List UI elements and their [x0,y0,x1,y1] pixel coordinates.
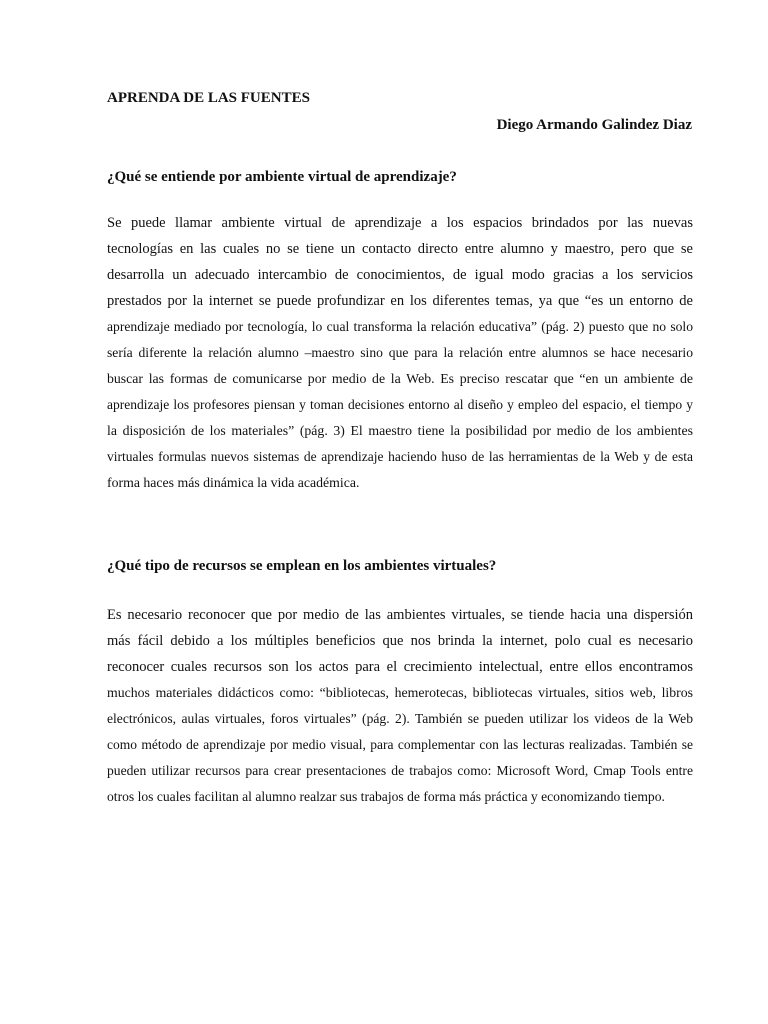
paragraph-line: aprendizaje mediado por tecnología, lo cual transforma la relación educativa” (pág. 2) puesto que no solo [107,319,693,334]
paragraph-line: más fácil debido a los múltiples beneficios que nos brinda la internet, polo cual es necesario [107,633,693,649]
paragraph-line: desarrolla un adecuado intercambio de conocimientos, de igual modo gracias a los servicios [107,267,693,283]
paragraph-line: aprendizaje los profesores piensan y toman decisiones entorno al diseño y empleo del espacio, el tiempo y [107,397,693,412]
paragraph-line: virtuales formulas nuevos sistemas de aprendizaje haciendo huso de las herramientas de la Web y de esta [107,449,693,464]
paragraph-line: como método de aprendizaje por medio visual, para complementar con las lecturas realizadas. También se [107,737,693,752]
paragraph-line: otros los cuales facilitan al alumno realzar sus trabajos de forma más práctica y economizando tiempo. [107,789,665,804]
paragraph-line: buscar las formas de comunicarse por medio de la Web. Es preciso rescatar que “en un ambiente de [107,371,693,386]
paragraph-line: prestados por la internet se puede profundizar en los diferentes temas, ya que “es un entorno de [107,293,693,309]
document-title: APRENDA DE LAS FUENTES [107,90,310,106]
section-paragraph-2 [107,602,693,810]
paragraph-line: pueden utilizar recursos para crear presentaciones de trabajos como: Microsoft Word, Cmap Tools entre [107,763,693,778]
section-paragraph-1 [107,210,693,496]
section-heading-1: ¿Qué se entiende por ambiente virtual de aprendizaje? [107,169,457,185]
paragraph-line: Se puede llamar ambiente virtual de aprendizaje a los espacios brindados por las nuevas [107,215,693,231]
paragraph-line: la disposición de los materiales” (pág. 3) El maestro tiene la posibilidad por medio de los ambientes [107,423,693,438]
paragraph-line: forma haces más dinámica la vida académica. [107,475,360,490]
paragraph-line: Es necesario reconocer que por medio de las ambientes virtuales, se tiende hacia una dispersión [107,607,693,623]
paragraph-line: tecnologías en las cuales no se tiene un contacto directo entre alumno y maestro, pero que se [107,241,693,257]
paragraph-line: muchos materiales didácticos como: “bibliotecas, hemerotecas, bibliotecas virtuales, sitios web, libros [107,685,693,700]
document-author: Diego Armando Galindez Diaz [496,117,692,133]
paragraph-line: sería diferente la relación alumno –maestro sino que para la relación entre alumnos se hace necesario [107,345,693,360]
section-heading-2: ¿Qué tipo de recursos se emplean en los ambientes virtuales? [107,558,497,574]
paragraph-line: electrónicos, aulas virtuales, foros virtuales” (pág. 2). También se pueden utilizar los videos de la Web [107,711,693,726]
paragraph-line: reconocer cuales recursos son los actos para el crecimiento intelectual, entre ellos encontramos [107,659,693,675]
